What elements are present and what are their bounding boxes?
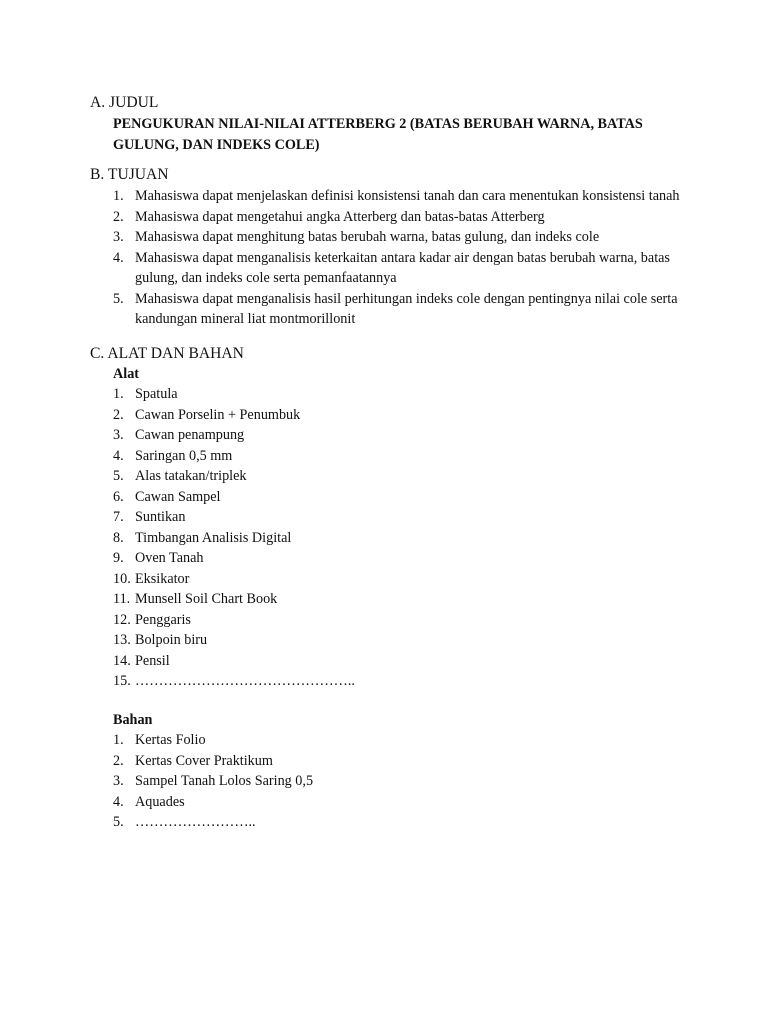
goal-number: 3.	[113, 229, 124, 245]
item-text: Kertas Cover Praktikum	[135, 752, 273, 769]
subheading-bahan: Bahan	[113, 711, 153, 728]
alat-item	[113, 425, 708, 446]
item-text: Alas tatakan/triplek	[135, 468, 247, 484]
alat-item	[113, 466, 708, 487]
item-number: 5.	[113, 468, 124, 484]
item-text: Penggaris	[135, 611, 191, 628]
goal-number: 1.	[113, 188, 124, 204]
goal-item	[113, 186, 705, 207]
alat-item	[113, 671, 708, 692]
item-text: Cawan Sampel	[135, 488, 221, 505]
item-text: Cawan penampung	[135, 427, 245, 443]
item-text: Cawan Porselin + Penumbuk	[135, 406, 301, 423]
section-heading-alat-bahan: C. ALAT DAN BAHAN	[90, 344, 244, 362]
item-number: 9.	[113, 550, 124, 566]
bahan-list	[90, 730, 708, 833]
item-number: 5.	[113, 814, 124, 830]
alat-item	[113, 507, 708, 528]
item-text: Sampel Tanah Lolos Saring 0,5	[135, 773, 314, 789]
item-number: 11.	[113, 591, 131, 607]
item-number: 7.	[113, 509, 124, 525]
goal-number: 5.	[113, 290, 124, 307]
subheading-alat: Alat	[113, 365, 140, 382]
item-text: Oven Tanah	[135, 550, 204, 566]
goal-number: 4.	[113, 249, 124, 266]
item-text: Bolpoin biru	[135, 632, 208, 648]
item-text: Timbangan Analisis Digital	[135, 529, 292, 546]
item-number: 1.	[113, 732, 124, 748]
alat-item	[113, 589, 708, 610]
alat-item	[113, 528, 708, 549]
alat-item	[113, 651, 708, 672]
item-number: 4.	[113, 793, 124, 810]
item-text: Aquades	[135, 793, 185, 810]
item-text: Kertas Folio	[135, 732, 206, 748]
goal-item	[113, 207, 705, 228]
alat-item	[113, 446, 708, 467]
goal-text: Mahasiswa dapat menjelaskan definisi konsistensi tanah dan cara menentukan konsistensi tanah	[135, 188, 680, 204]
item-number: 13.	[113, 632, 131, 648]
goal-text: Mahasiswa dapat mengetahui angka Atterberg dan batas-batas Atterberg	[135, 208, 545, 225]
item-text: Munsell Soil Chart Book	[135, 591, 278, 607]
alat-item	[113, 384, 708, 405]
goal-item	[113, 248, 705, 289]
title-line-2: GULUNG, DAN INDEKS COLE)	[113, 136, 320, 153]
item-number: 14.	[113, 652, 131, 669]
item-text: Spatula	[135, 386, 178, 402]
item-number: 15.	[113, 673, 131, 689]
item-text: Pensil	[135, 652, 170, 669]
item-number: 3.	[113, 427, 124, 443]
item-number: 2.	[113, 752, 124, 769]
item-number: 10.	[113, 570, 131, 587]
section-alat-bahan	[90, 344, 708, 833]
section-heading-judul: A. JUDUL	[90, 94, 159, 111]
section-tujuan	[90, 165, 708, 330]
goal-text: Mahasiswa dapat menghitung batas berubah warna, batas gulung, dan indeks cole	[135, 229, 600, 245]
alat-item	[113, 487, 708, 508]
title-line-1: PENGUKURAN NILAI-NILAI ATTERBERG 2 (BATAS BERUBAH WARNA, BATAS	[113, 116, 643, 132]
bahan-item	[113, 771, 708, 792]
document-title	[90, 114, 708, 155]
goal-list	[90, 186, 708, 330]
item-number: 4.	[113, 447, 124, 464]
bahan-item	[113, 812, 708, 833]
item-number: 1.	[113, 386, 124, 402]
item-text: Saringan 0,5 mm	[135, 447, 233, 464]
bahan-item	[113, 792, 708, 813]
alat-list	[90, 384, 708, 692]
item-number: 3.	[113, 773, 124, 789]
goal-text: Mahasiswa dapat menganalisis hasil perhitungan indeks cole dengan pentingnya nilai cole serta kandungan mineral liat montmorillonit	[135, 290, 678, 327]
item-number: 12.	[113, 611, 131, 628]
alat-item	[113, 548, 708, 569]
alat-item	[113, 610, 708, 631]
item-number: 6.	[113, 488, 124, 505]
goal-item	[113, 227, 705, 248]
goal-item	[113, 289, 705, 330]
goal-text: Mahasiswa dapat menganalisis keterkaitan antara kadar air dengan batas berubah warna, batas gulung, dan indeks cole serta pemanfaatannya	[135, 249, 670, 286]
item-text: ………………………………………..	[135, 673, 355, 689]
alat-item	[113, 630, 708, 651]
item-text: Eksikator	[135, 570, 190, 587]
item-number: 8.	[113, 529, 124, 546]
alat-item	[113, 569, 708, 590]
item-text: Suntikan	[135, 509, 186, 525]
alat-item	[113, 405, 708, 426]
section-heading-tujuan: B. TUJUAN	[90, 166, 169, 183]
item-text: ……………………..	[135, 814, 256, 830]
item-number: 2.	[113, 406, 124, 423]
bahan-item	[113, 730, 708, 751]
section-judul	[90, 93, 708, 155]
goal-number: 2.	[113, 208, 124, 225]
bahan-item	[113, 751, 708, 772]
